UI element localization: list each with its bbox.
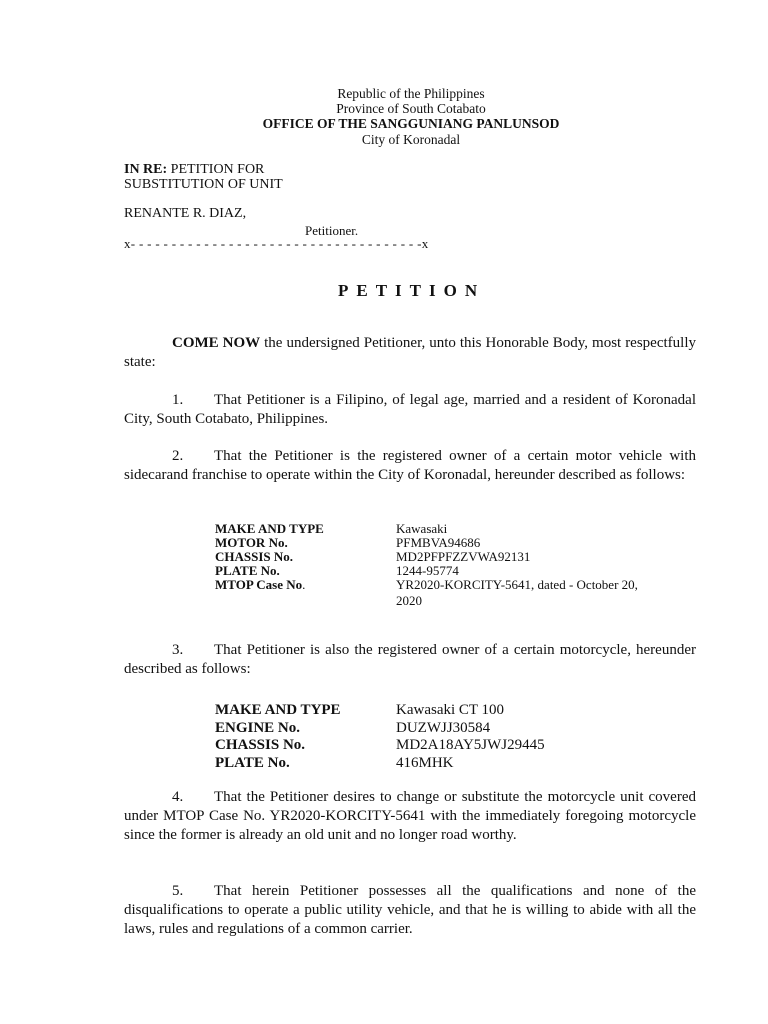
header-city: City of Koronadal — [361, 132, 461, 147]
paragraph-2-text: That the Petitioner is the registered owner of a certain motor vehicle with sidecarand franchise to operate within the City of Koronadal, hereunder described as follows: — [124, 448, 696, 483]
paragraph-1 — [124, 391, 696, 429]
paragraph-5-number: 5. — [172, 883, 184, 899]
in-re-label: IN RE: — [124, 162, 168, 177]
paragraph-3-number: 3. — [172, 642, 184, 658]
header-province: Province of South Cotabato — [336, 101, 486, 116]
vehicle1-value: MD2PFPFZZVWA92131 — [396, 549, 531, 564]
paragraph-4-number: 4. — [172, 789, 184, 805]
vehicle2-table — [215, 702, 695, 774]
vehicle2-key: CHASSIS No. — [215, 737, 306, 753]
vehicle1-value-mtop-line2: 2020 — [396, 593, 422, 608]
vehicle1-key-mtop-text: MTOP Case No — [215, 577, 303, 592]
paragraph-2-number: 2. — [172, 448, 184, 464]
vehicle1-value: 1244-95774 — [396, 563, 459, 578]
vehicle1-key-mtop-suffix: . — [302, 577, 306, 592]
paragraph-5 — [124, 882, 696, 939]
paragraph-3-text: That Petitioner is also the registered owner of a certain motorcycle, hereunder described as follows: — [124, 642, 696, 677]
vehicle2-value: Kawasaki CT 100 — [396, 702, 505, 718]
intro-bold: COME NOW — [172, 335, 261, 351]
paragraph-4 — [124, 788, 696, 845]
vehicle2-value: MD2A18AY5JWJ29445 — [396, 737, 545, 753]
in-re-line — [124, 162, 264, 178]
vehicle1-key-mtop — [215, 578, 305, 592]
vehicle1-value-mtop: YR2020-KORCITY-5641, dated - October 20, — [396, 577, 638, 592]
document-title: PETITION — [338, 281, 486, 300]
vehicle1-value: PFMBVA94686 — [396, 535, 481, 550]
intro-paragraph — [124, 334, 696, 372]
intro-rest: the undersigned Petitioner, unto this Honorable Body, most respectfully state: — [124, 335, 696, 370]
in-re-text: PETITION FOR — [167, 162, 265, 177]
header-office: OFFICE OF THE SANGGUNIANG PANLUNSOD — [262, 116, 560, 131]
vehicle1-value: Kawasaki — [396, 521, 448, 536]
vehicle2-value: 416MHK — [396, 754, 454, 771]
vehicle1-key: PLATE No. — [215, 563, 280, 578]
vehicle2-key: MAKE AND TYPE — [215, 702, 341, 718]
vehicle2-key: PLATE No. — [215, 754, 290, 771]
paragraph-1-text: That Petitioner is a Filipino, of legal age, married and a resident of Koronadal City, South Cotabato, Philippines. — [124, 392, 696, 427]
caption-separator: x- - - - - - - - - - - - - - - - - - - - - - - - - - - - - - - - - - - -x — [124, 236, 429, 251]
header-republic: Republic of the Philippines — [337, 86, 485, 101]
vehicle1-key: CHASSIS No. — [215, 549, 294, 564]
vehicle2-value: DUZWJJ30584 — [396, 719, 491, 736]
paragraph-2 — [124, 447, 696, 485]
petitioner-name: RENANTE R. DIAZ, — [124, 206, 247, 221]
vehicle1-key: MOTOR No. — [215, 535, 288, 550]
vehicle2-key: ENGINE No. — [215, 719, 301, 736]
paragraph-1-number: 1. — [172, 392, 184, 408]
in-re-line2: SUBSTITUTION OF UNIT — [124, 177, 283, 192]
petitioner-role: Petitioner. — [305, 223, 359, 238]
paragraph-4-text: That the Petitioner desires to change or substitute the motorcycle unit covered under MTOP Case No. YR2020-KORCITY-5641 with the immediately foregoing motorcycle since the former is already an old unit and no longer road worthy. — [124, 789, 696, 843]
vehicle1-table — [215, 522, 695, 612]
paragraph-3 — [124, 641, 696, 679]
paragraph-5-text: That herein Petitioner possesses all the qualifications and none of the disqualifications to operate a public utility vehicle, and that he is willing to abide with all the laws, rules and regulations of a common carrier. — [124, 883, 696, 937]
vehicle1-key: MAKE AND TYPE — [215, 521, 324, 536]
